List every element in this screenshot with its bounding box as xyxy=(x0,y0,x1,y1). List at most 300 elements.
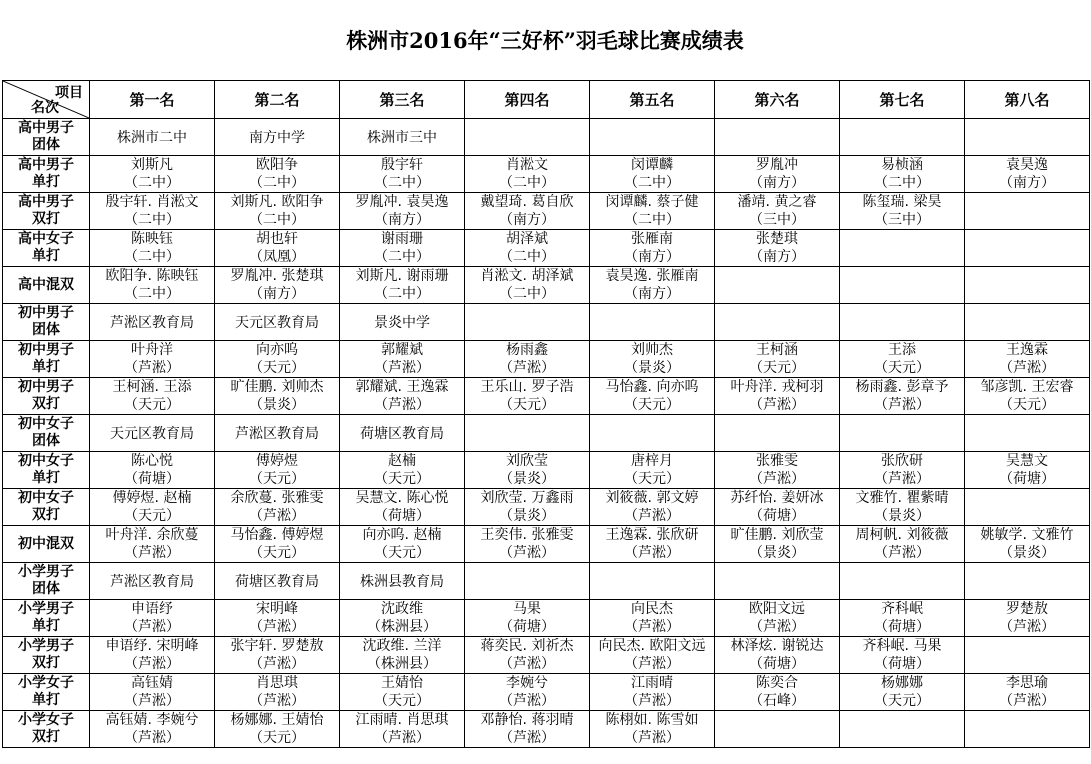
player-name: 杨娜娜 xyxy=(881,675,923,691)
school-label: （天元） xyxy=(999,397,1055,413)
result-cell xyxy=(590,489,715,526)
result-cell xyxy=(215,711,340,748)
result-cell xyxy=(715,193,840,230)
player-name: 申语纾. 宋明峰 xyxy=(105,638,199,654)
event-label: 单打 xyxy=(32,359,60,375)
event-cell xyxy=(3,415,90,452)
team-result-cell: 芦淞区教育局 xyxy=(90,304,215,341)
event-label: 小学女子 xyxy=(18,712,74,728)
player-name: 陈玺瑞. 梁昊 xyxy=(862,194,942,210)
table-row xyxy=(3,119,1090,156)
event-cell xyxy=(3,304,90,341)
player-name: 齐科岷 xyxy=(881,601,923,617)
school-label: （株洲县） xyxy=(367,656,437,672)
result-cell xyxy=(215,341,340,378)
event-label: 双打 xyxy=(32,507,60,523)
school-label: （芦淞） xyxy=(249,508,305,524)
player-name: 叶舟洋. 余欣蔓 xyxy=(105,527,199,543)
school-label: （天元） xyxy=(624,471,680,487)
school-label: （景炎） xyxy=(874,508,930,524)
result-cell xyxy=(215,526,340,563)
school-label: （芦淞） xyxy=(499,360,555,376)
player-name: 胡泽斌 xyxy=(506,231,548,247)
event-cell xyxy=(3,452,90,489)
empty-cell xyxy=(715,415,840,452)
table-row xyxy=(3,563,1090,600)
result-cell xyxy=(215,156,340,193)
player-name: 高钰婧 xyxy=(131,675,173,691)
result-cell xyxy=(840,156,965,193)
result-cell xyxy=(90,452,215,489)
school-label: （芦淞） xyxy=(874,397,930,413)
player-name: 陈映钰 xyxy=(131,231,173,247)
event-label: 初中女子 xyxy=(18,416,74,432)
event-label: 小学男子 xyxy=(18,564,74,580)
school-label: （南方） xyxy=(999,175,1055,191)
school-label: （芦淞） xyxy=(124,619,180,635)
result-cell xyxy=(590,193,715,230)
player-name: 江雨晴 xyxy=(631,675,673,691)
result-cell xyxy=(590,526,715,563)
empty-cell xyxy=(840,230,965,267)
player-name: 苏纤怡. 姜妍冰 xyxy=(730,490,824,506)
school-label: （芦淞） xyxy=(499,693,555,709)
result-cell xyxy=(590,267,715,304)
event-label: 高中男子 xyxy=(18,120,74,136)
player-name: 向亦呜 xyxy=(256,342,298,358)
school-label: （景炎） xyxy=(249,397,305,413)
team-result-cell: 芦淞区教育局 xyxy=(90,563,215,600)
player-name: 王逸霖 xyxy=(1006,342,1048,358)
table-row xyxy=(3,193,1090,230)
school-label: （荷塘） xyxy=(999,471,1055,487)
player-name: 袁昊逸. 张雁南 xyxy=(605,268,699,284)
player-name: 姚敏学. 文雅竹 xyxy=(980,527,1074,543)
school-label: （二中） xyxy=(374,286,430,302)
player-name: 刘筱薇. 郭文婷 xyxy=(605,490,699,506)
school-label: （荷塘） xyxy=(874,656,930,672)
result-cell xyxy=(590,452,715,489)
school-label: （荷塘） xyxy=(874,619,930,635)
team-result-cell: 株洲市三中 xyxy=(340,119,465,156)
result-cell xyxy=(340,193,465,230)
result-cell xyxy=(465,341,590,378)
result-cell xyxy=(715,230,840,267)
school-label: （芦淞） xyxy=(374,730,430,746)
result-cell xyxy=(465,378,590,415)
player-name: 旷佳鹏. 刘欣莹 xyxy=(730,527,824,543)
empty-cell xyxy=(715,304,840,341)
player-name: 张欣研 xyxy=(881,453,923,469)
empty-cell xyxy=(965,415,1090,452)
result-cell xyxy=(215,600,340,637)
empty-cell xyxy=(840,119,965,156)
result-cell xyxy=(965,156,1090,193)
corner-label-rank: 名次 xyxy=(31,100,59,116)
player-name: 郭耀斌. 王逸霖 xyxy=(355,379,449,395)
result-cell xyxy=(90,378,215,415)
school-label: （南方） xyxy=(624,249,680,265)
event-label: 团体 xyxy=(32,322,60,338)
result-cell xyxy=(715,452,840,489)
empty-cell xyxy=(465,563,590,600)
event-cell xyxy=(3,341,90,378)
result-cell xyxy=(340,267,465,304)
result-cell xyxy=(90,600,215,637)
player-name: 叶舟洋. 戎柯羽 xyxy=(730,379,824,395)
event-label: 高中女子 xyxy=(18,231,74,247)
player-name: 郭耀斌 xyxy=(381,342,423,358)
school-label: （南方） xyxy=(374,212,430,228)
player-name: 李思瑜 xyxy=(1006,675,1048,691)
empty-cell xyxy=(590,119,715,156)
result-cell xyxy=(840,193,965,230)
result-cell xyxy=(340,452,465,489)
team-result-cell: 南方中学 xyxy=(215,119,340,156)
result-cell xyxy=(340,674,465,711)
player-name: 陈栩如. 陈雪如 xyxy=(605,712,699,728)
result-cell xyxy=(965,526,1090,563)
player-name: 刘斯凡. 谢雨珊 xyxy=(355,268,449,284)
school-label: （芦淞） xyxy=(499,730,555,746)
event-label: 双打 xyxy=(32,396,60,412)
school-label: （芦淞） xyxy=(249,656,305,672)
player-name: 张雁南 xyxy=(631,231,673,247)
rank-header: 第四名 xyxy=(465,81,590,119)
result-cell xyxy=(590,711,715,748)
player-name: 王乐山. 罗子浩 xyxy=(480,379,574,395)
result-cell xyxy=(90,711,215,748)
school-label: （石峰） xyxy=(749,693,805,709)
school-label: （二中） xyxy=(374,249,430,265)
result-cell xyxy=(965,341,1090,378)
empty-cell xyxy=(715,711,840,748)
result-cell xyxy=(90,230,215,267)
event-label: 高中混双 xyxy=(18,276,74,293)
player-name: 邹彦凯. 王宏睿 xyxy=(980,379,1074,395)
result-cell xyxy=(465,711,590,748)
result-cell xyxy=(465,156,590,193)
school-label: （芦淞） xyxy=(874,545,930,561)
school-label: （芦淞） xyxy=(374,360,430,376)
player-name: 刘斯凡 xyxy=(131,157,173,173)
player-name: 马果 xyxy=(513,601,541,617)
result-cell xyxy=(715,489,840,526)
player-name: 杨雨鑫. 彭章予 xyxy=(855,379,949,395)
result-cell xyxy=(715,378,840,415)
school-label: （芦淞） xyxy=(624,545,680,561)
result-cell xyxy=(465,674,590,711)
result-cell xyxy=(965,674,1090,711)
empty-cell xyxy=(965,637,1090,674)
header-row xyxy=(3,81,1090,119)
school-label: （二中） xyxy=(499,286,555,302)
result-cell xyxy=(840,674,965,711)
school-label: （芦淞） xyxy=(749,471,805,487)
rank-header: 第二名 xyxy=(215,81,340,119)
school-label: （芦淞） xyxy=(374,397,430,413)
team-result-cell: 株洲市二中 xyxy=(90,119,215,156)
school-label: （芦淞） xyxy=(249,619,305,635)
team-result-cell: 芦淞区教育局 xyxy=(215,415,340,452)
player-name: 王婧怡 xyxy=(381,675,423,691)
school-label: （景炎） xyxy=(999,545,1055,561)
page-title: 株洲市2016年“三好杯”羽毛球比赛成绩表 xyxy=(346,28,744,53)
result-cell xyxy=(840,526,965,563)
player-name: 申语纾 xyxy=(131,601,173,617)
player-name: 罗胤冲 xyxy=(756,157,798,173)
result-cell xyxy=(340,489,465,526)
result-cell xyxy=(465,526,590,563)
school-label: （三中） xyxy=(749,212,805,228)
school-label: （天元） xyxy=(874,360,930,376)
table-row xyxy=(3,452,1090,489)
player-name: 邓静怡. 蒋羽晴 xyxy=(480,712,574,728)
school-label: （天元） xyxy=(249,471,305,487)
table-row xyxy=(3,267,1090,304)
empty-cell xyxy=(965,563,1090,600)
result-cell xyxy=(340,637,465,674)
player-name: 叶舟洋 xyxy=(131,342,173,358)
player-name: 唐梓月 xyxy=(631,453,673,469)
school-label: （株洲县） xyxy=(367,619,437,635)
empty-cell xyxy=(715,563,840,600)
player-name: 罗胤冲. 袁昊逸 xyxy=(355,194,449,210)
player-name: 马怡鑫. 向亦呜 xyxy=(605,379,699,395)
result-cell xyxy=(340,600,465,637)
table-row xyxy=(3,230,1090,267)
team-result-cell: 天元区教育局 xyxy=(215,304,340,341)
table-row xyxy=(3,637,1090,674)
player-name: 余欣蔓. 张雅雯 xyxy=(230,490,324,506)
result-cell xyxy=(840,637,965,674)
school-label: （景炎） xyxy=(624,360,680,376)
event-label: 初中女子 xyxy=(18,490,74,506)
player-name: 江雨晴. 肖思琪 xyxy=(355,712,449,728)
team-result-cell: 荷塘区教育局 xyxy=(340,415,465,452)
result-cell xyxy=(590,637,715,674)
event-label: 团体 xyxy=(32,433,60,449)
empty-cell xyxy=(965,489,1090,526)
school-label: （芦淞） xyxy=(874,471,930,487)
event-cell xyxy=(3,489,90,526)
player-name: 王逸霖. 张欣研 xyxy=(605,527,699,543)
school-label: （芦淞） xyxy=(624,730,680,746)
table-row xyxy=(3,711,1090,748)
result-cell xyxy=(590,674,715,711)
empty-cell xyxy=(840,415,965,452)
school-label: （天元） xyxy=(249,545,305,561)
result-cell xyxy=(90,637,215,674)
result-cell xyxy=(465,637,590,674)
school-label: （二中） xyxy=(499,249,555,265)
event-label: 小学男子 xyxy=(18,638,74,654)
player-name: 向民杰. 欧阳文远 xyxy=(598,638,706,654)
result-cell xyxy=(715,341,840,378)
event-cell xyxy=(3,711,90,748)
school-label: （南方） xyxy=(749,249,805,265)
table-row xyxy=(3,600,1090,637)
school-label: （芦淞） xyxy=(624,619,680,635)
result-cell xyxy=(340,341,465,378)
school-label: （天元） xyxy=(499,397,555,413)
result-cell xyxy=(90,156,215,193)
player-name: 王奕伟. 张雅雯 xyxy=(480,527,574,543)
result-cell xyxy=(465,193,590,230)
empty-cell xyxy=(465,304,590,341)
player-name: 谢雨珊 xyxy=(381,231,423,247)
school-label: （芦淞） xyxy=(499,656,555,672)
result-cell xyxy=(90,193,215,230)
team-result-cell: 景炎中学 xyxy=(340,304,465,341)
result-cell xyxy=(465,489,590,526)
player-name: 傅婷煜 xyxy=(256,453,298,469)
event-cell xyxy=(3,563,90,600)
player-name: 杨雨鑫 xyxy=(506,342,548,358)
result-cell xyxy=(840,489,965,526)
school-label: （景炎） xyxy=(749,545,805,561)
school-label: （芦淞） xyxy=(124,656,180,672)
rank-header: 第五名 xyxy=(590,81,715,119)
event-label: 单打 xyxy=(32,470,60,486)
player-name: 马怡鑫. 傅婷煜 xyxy=(230,527,324,543)
event-label: 双打 xyxy=(32,729,60,745)
player-name: 傅婷煜. 赵楠 xyxy=(112,490,192,506)
empty-cell xyxy=(465,415,590,452)
school-label: （二中） xyxy=(374,175,430,191)
school-label: （二中） xyxy=(499,175,555,191)
empty-cell xyxy=(965,304,1090,341)
result-cell xyxy=(715,674,840,711)
result-cell xyxy=(840,378,965,415)
result-cell xyxy=(215,637,340,674)
result-cell xyxy=(215,267,340,304)
empty-cell xyxy=(965,119,1090,156)
corner-cell xyxy=(3,81,90,119)
school-label: （二中） xyxy=(624,212,680,228)
school-label: （天元） xyxy=(124,508,180,524)
player-name: 向亦呜. 赵楠 xyxy=(362,527,442,543)
player-name: 王柯涵 xyxy=(756,342,798,358)
result-cell xyxy=(90,674,215,711)
event-label: 高中男子 xyxy=(18,157,74,173)
event-label: 初中男子 xyxy=(18,342,74,358)
result-cell xyxy=(340,156,465,193)
event-cell xyxy=(3,674,90,711)
event-label: 初中混双 xyxy=(18,535,74,552)
empty-cell xyxy=(590,304,715,341)
school-label: （凤凰） xyxy=(249,249,305,265)
player-name: 王添 xyxy=(888,342,916,358)
team-result-cell: 株洲县教育局 xyxy=(340,563,465,600)
school-label: （南方） xyxy=(499,212,555,228)
school-label: （二中） xyxy=(124,249,180,265)
result-cell xyxy=(715,637,840,674)
school-label: （天元） xyxy=(374,545,430,561)
player-name: 易桢涵 xyxy=(881,157,923,173)
result-cell xyxy=(590,600,715,637)
school-label: （天元） xyxy=(874,693,930,709)
event-label: 单打 xyxy=(32,248,60,264)
school-label: （二中） xyxy=(249,212,305,228)
player-name: 胡也轩 xyxy=(256,231,298,247)
player-name: 殷宇轩. 肖淞文 xyxy=(105,194,199,210)
school-label: （芦淞） xyxy=(624,656,680,672)
school-label: （芦淞） xyxy=(749,397,805,413)
player-name: 蒋奕民. 刘祈杰 xyxy=(480,638,574,654)
school-label: （二中） xyxy=(249,175,305,191)
player-name: 肖思琪 xyxy=(256,675,298,691)
result-cell xyxy=(840,452,965,489)
player-name: 刘斯凡. 欧阳争 xyxy=(230,194,324,210)
school-label: （天元） xyxy=(249,360,305,376)
result-cell xyxy=(90,341,215,378)
result-cell xyxy=(840,600,965,637)
player-name: 刘欣莹. 万鑫雨 xyxy=(480,490,574,506)
school-label: （景炎） xyxy=(499,508,555,524)
table-row xyxy=(3,674,1090,711)
player-name: 吴慧文 xyxy=(1006,453,1048,469)
school-label: （二中） xyxy=(874,175,930,191)
player-name: 潘靖. 黄之睿 xyxy=(737,194,817,210)
event-label: 团体 xyxy=(32,137,60,153)
table-row xyxy=(3,156,1090,193)
result-cell xyxy=(840,341,965,378)
result-cell xyxy=(965,600,1090,637)
school-label: （天元） xyxy=(249,730,305,746)
school-label: （芦淞） xyxy=(749,619,805,635)
result-cell xyxy=(465,230,590,267)
result-cell xyxy=(215,193,340,230)
player-name: 欧阳文远 xyxy=(749,601,805,617)
school-label: （南方） xyxy=(749,175,805,191)
school-label: （南方） xyxy=(249,286,305,302)
player-name: 周柯帆. 刘筱薇 xyxy=(855,527,949,543)
team-result-cell: 荷塘区教育局 xyxy=(215,563,340,600)
result-cell xyxy=(215,230,340,267)
player-name: 李婉兮 xyxy=(506,675,548,691)
player-name: 张宇轩. 罗楚敖 xyxy=(230,638,324,654)
result-cell xyxy=(715,156,840,193)
result-cell xyxy=(90,489,215,526)
school-label: （二中） xyxy=(124,286,180,302)
event-label: 单打 xyxy=(32,692,60,708)
player-name: 杨娜娜. 王婧怡 xyxy=(230,712,324,728)
player-name: 刘欣莹 xyxy=(506,453,548,469)
school-label: （荷塘） xyxy=(499,619,555,635)
empty-cell xyxy=(715,267,840,304)
table-row xyxy=(3,489,1090,526)
result-cell xyxy=(715,600,840,637)
school-label: （芦淞） xyxy=(249,693,305,709)
player-name: 刘帅杰 xyxy=(631,342,673,358)
table-row xyxy=(3,304,1090,341)
player-name: 张雅雯 xyxy=(756,453,798,469)
player-name: 罗胤冲. 张楚琪 xyxy=(230,268,324,284)
player-name: 戴望琦. 葛自欣 xyxy=(480,194,574,210)
player-name: 吴慧文. 陈心悦 xyxy=(355,490,449,506)
result-cell xyxy=(90,267,215,304)
result-cell xyxy=(90,526,215,563)
school-label: （荷塘） xyxy=(749,656,805,672)
school-label: （天元） xyxy=(124,397,180,413)
empty-cell xyxy=(840,304,965,341)
event-label: 初中男子 xyxy=(18,379,74,395)
event-cell xyxy=(3,600,90,637)
rank-header: 第三名 xyxy=(340,81,465,119)
player-name: 肖淞文. 胡泽斌 xyxy=(480,268,574,284)
school-label: （二中） xyxy=(124,212,180,228)
